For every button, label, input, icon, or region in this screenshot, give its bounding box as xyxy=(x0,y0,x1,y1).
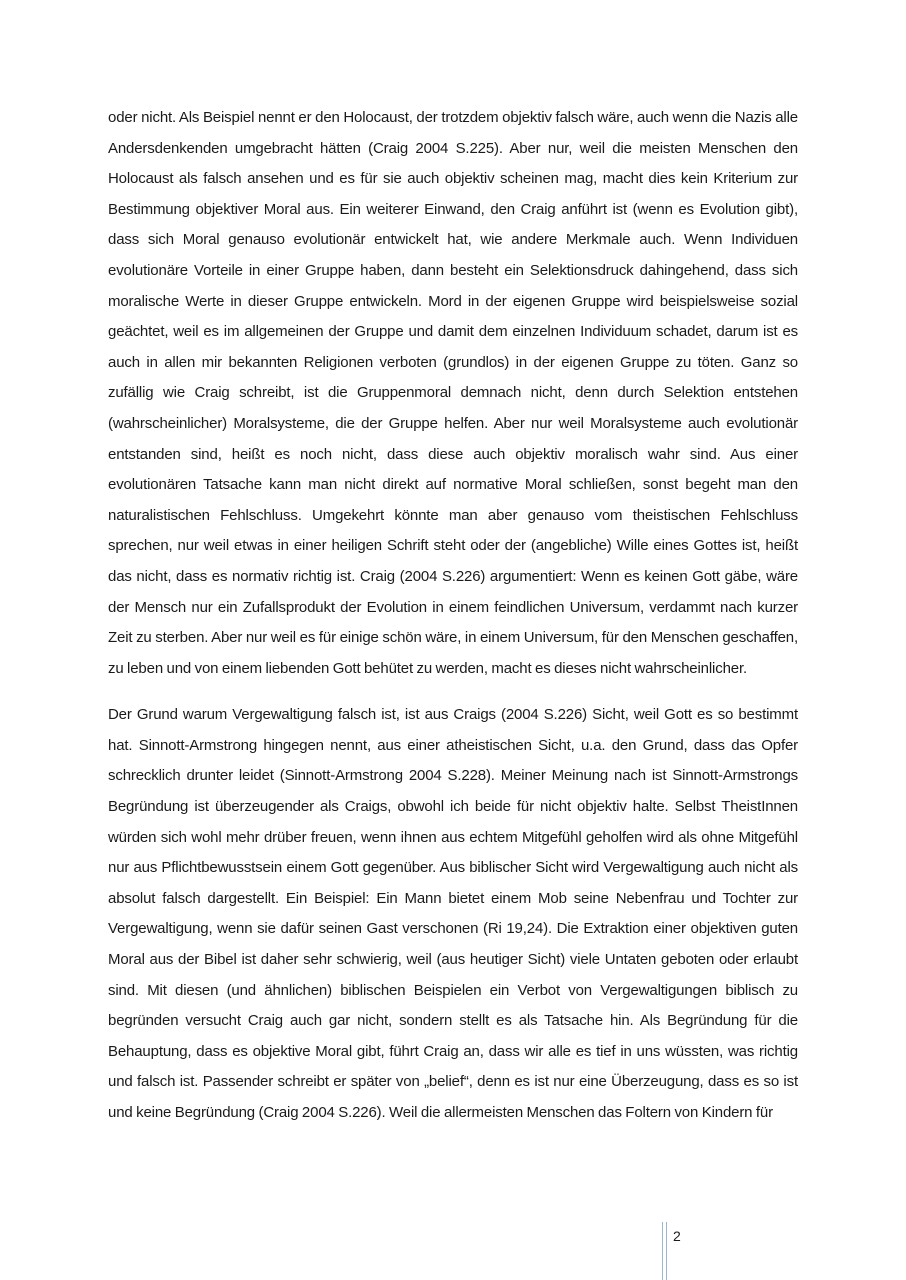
paragraph-1: oder nicht. Als Beispiel nennt er den Holocaust, der trotzdem objektiv falsch wäre, auch wenn die Nazis alle Andersdenkenden umgebracht hätten (Craig 2004 S.225). Aber nur, weil die meisten Menschen den Holocaust als falsch ansehen und es für sie auch objektiv scheinen mag, macht dies kein Kriterium zur Bestimmung objektiver Moral aus. Ein weiterer Einwand, den Craig anführt ist (wenn es Evolution gibt), dass sich Moral genauso evolutionär entwickelt hat, wie andere Merkmale auch. Wenn Individuen evolutionäre Vorteile in einer Gruppe haben, dann besteht ein Selektionsdruck dahingehend, dass sich moralische Werte in dieser Gruppe entwickeln. Mord in der eigenen Gruppe wird beispielsweise sozial geächtet, weil es im allgemeinen der Gruppe und damit dem einzelnen Individuum schadet, darum ist es auch in allen mir bekannten Religionen verboten (grundlos) in der eigenen Gruppe zu töten. Ganz so zufällig wie Craig schreibt, ist die Gruppenmoral demnach nicht, denn durch Selektion entstehen (wahrscheinlicher) Moralsysteme, die der Gruppe helfen. Aber nur weil Moralsysteme auch evolutionär entstanden sind, heißt es noch nicht, dass diese auch objektiv moralisch wahr sind. Aus einer evolutionären Tatsache kann man nicht direkt auf normative Moral schließen, sonst begeht man den naturalistischen Fehlschluss. Umgekehrt könnte man aber genauso vom theistischen Fehlschluss sprechen, nur weil etwas in einer heiligen Schrift steht oder der (angebliche) Wille eines Gottes ist, heißt das nicht, dass es normativ richtig ist. Craig (2004 S.226) argumentiert: Wenn es keinen Gott gäbe, wäre der Mensch nur ein Zufallsprodukt der Evolution in einem feindlichen Universum, verdammt nach kurzer Zeit zu sterben. Aber nur weil es für einige schön wäre, in einem Universum, für den Menschen geschaffen, zu leben und von einem liebenden Gott behütet zu werden, macht es dieses nicht wahrscheinlicher. xyxy=(108,109,798,677)
paragraph-2: Der Grund warum Vergewaltigung falsch ist, ist aus Craigs (2004 S.226) Sicht, weil Gott es so bestimmt hat. Sinnott-Armstrong hingegen nennt, aus einer atheistischen Sicht, u.a. den Grund, dass das Opfer schrecklich drunter leidet (Sinnott-Armstrong 2004 S.228). Meiner Meinung nach ist Sinnott-Armstrongs Begründung ist überzeugender als Craigs, obwohl ich beide für nicht objektiv halte. Selbst TheistInnen würden sich wohl mehr drüber freuen, wenn ihnen aus echtem Mitgefühl geholfen wird als ohne Mitgefühl nur aus Pflichtbewusstsein einem Gott gegenüber. Aus biblischer Sicht wird Vergewaltigung auch nicht als absolut falsch dargestellt. Ein Beispiel: Ein Mann bietet einem Mob seine Nebenfrau und Tochter zur Vergewaltigung, wenn sie dafür seinen Gast verschonen (Ri 19,24). Die Extraktion einer objektiven guten Moral aus der Bibel ist daher sehr schwierig, weil (aus heutiger Sicht) viele Untaten geboten oder erlaubt sind. Mit diesen (und ähnlichen) biblischen Beispielen ein Verbot von Vergewaltigungen biblisch zu begründen versucht Craig auch gar nicht, sondern stellt es als Tatsache hin. Als Begründung für die Behauptung, dass es objektive Moral gibt, führt Craig an, dass wir alle es tief in uns wüssten, was richtig und falsch ist. Passender schreibt er später von „belief“, denn es ist nur eine Überzeugung, dass es so ist und keine Begründung (Craig 2004 S.226). Weil die allermeisten Menschen das Foltern von Kindern für xyxy=(108,706,798,1121)
page-footer xyxy=(662,1222,742,1280)
page-content xyxy=(108,103,798,1129)
footer-divider xyxy=(662,1222,667,1280)
page-number: 2 xyxy=(673,1228,681,1244)
